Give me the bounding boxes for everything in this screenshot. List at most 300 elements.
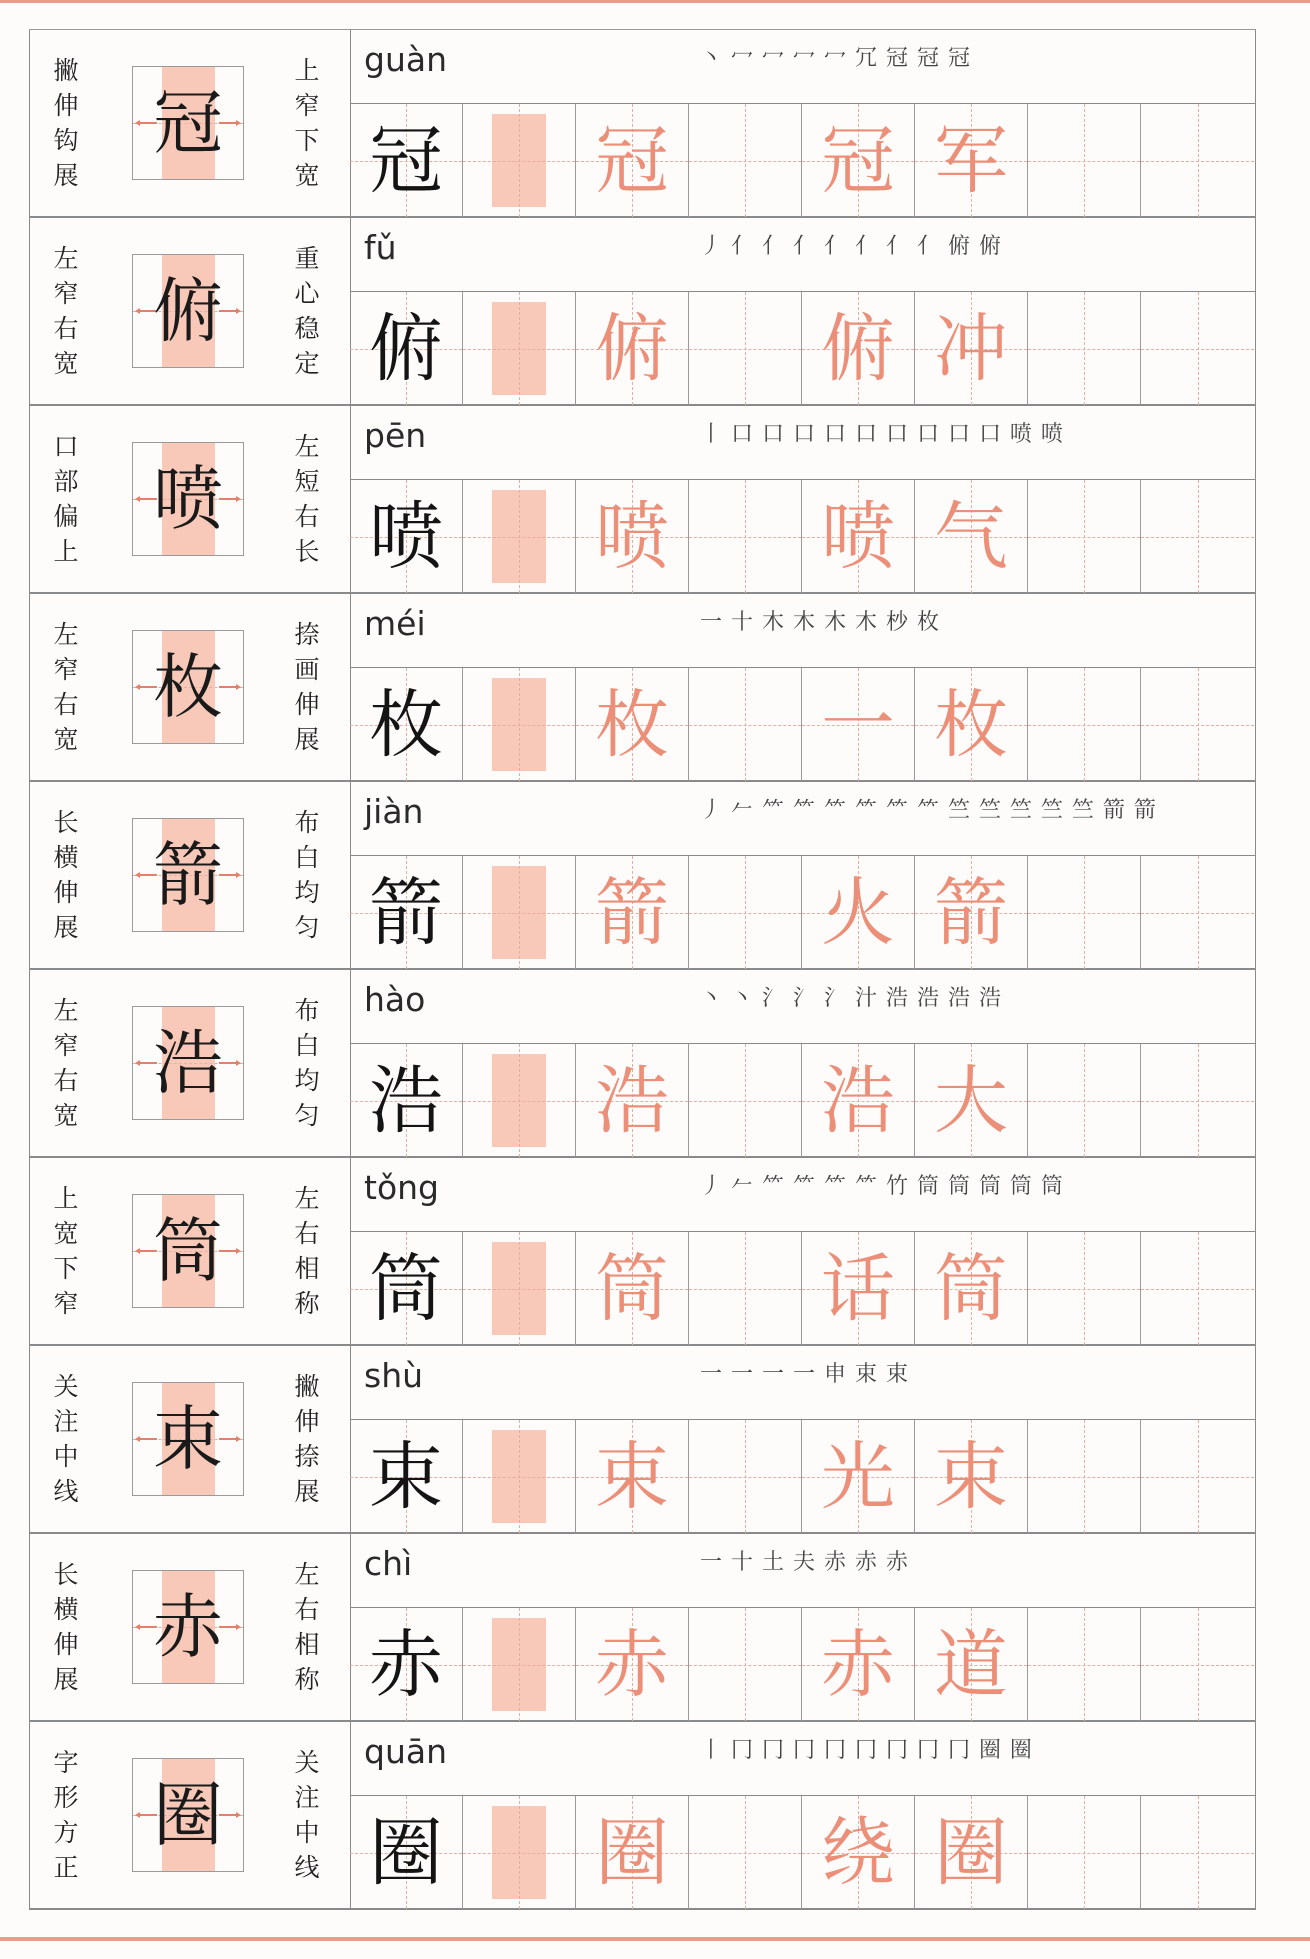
writing-cell-word-2[interactable] bbox=[915, 1232, 1028, 1345]
writing-grid bbox=[350, 1607, 1256, 1721]
tip-char: 注 bbox=[294, 1783, 320, 1812]
tip-char: 定 bbox=[294, 349, 320, 378]
writing-cell-example[interactable] bbox=[350, 292, 463, 405]
word-character-1: 喷 bbox=[821, 493, 895, 580]
model-character-box bbox=[132, 1382, 244, 1496]
word-character-1: 火 bbox=[821, 869, 895, 956]
character-row bbox=[29, 1158, 1256, 1346]
tip-char: 匀 bbox=[294, 1101, 320, 1130]
writing-cell-trace[interactable] bbox=[576, 1608, 689, 1721]
stroke-order: 一 十 土 夫 赤 赤 赤 bbox=[700, 1550, 909, 1575]
structure-tip-left bbox=[49, 424, 83, 574]
writing-grid bbox=[350, 1795, 1256, 1909]
writing-cell-word-2[interactable] bbox=[915, 1796, 1028, 1909]
example-character: 枚 bbox=[369, 681, 443, 768]
structure-tip-left bbox=[49, 236, 83, 386]
writing-cell-blank[interactable] bbox=[1141, 104, 1254, 217]
model-character-box bbox=[132, 1006, 244, 1120]
model-character-box bbox=[132, 254, 244, 368]
writing-cell-blank[interactable] bbox=[689, 856, 802, 969]
pinyin-label: quān bbox=[364, 1732, 447, 1771]
character-guide-panel bbox=[30, 970, 351, 1156]
writing-cell-blank[interactable] bbox=[1141, 480, 1254, 593]
model-character: 冠 bbox=[153, 82, 223, 164]
trace-character: 赤 bbox=[595, 1621, 669, 1708]
word-character-2: 箭 bbox=[934, 869, 1008, 956]
structure-tip-right bbox=[290, 988, 324, 1138]
tip-char: 重 bbox=[294, 244, 320, 273]
writing-cell-example[interactable] bbox=[350, 1044, 463, 1157]
writing-cell-blank[interactable] bbox=[689, 104, 802, 217]
tip-char: 左 bbox=[294, 1184, 320, 1213]
tip-char: 左 bbox=[53, 996, 79, 1025]
writing-cell-blank[interactable] bbox=[689, 1044, 802, 1157]
writing-cell-center-guide[interactable] bbox=[463, 292, 576, 405]
tip-char: 窄 bbox=[294, 91, 320, 120]
practice-panel bbox=[350, 782, 1255, 968]
tip-char: 注 bbox=[53, 1407, 79, 1436]
example-character: 喷 bbox=[369, 493, 443, 580]
writing-cell-blank[interactable] bbox=[1141, 668, 1254, 781]
tip-char: 展 bbox=[53, 1665, 79, 1694]
pinyin-label: hào bbox=[364, 980, 426, 1019]
tip-char: 窄 bbox=[53, 1031, 79, 1060]
character-guide-panel bbox=[30, 594, 351, 780]
tip-char: 上 bbox=[53, 537, 79, 566]
model-character: 圈 bbox=[153, 1774, 223, 1856]
character-guide-panel bbox=[30, 782, 351, 968]
writing-cell-word-2[interactable] bbox=[915, 480, 1028, 593]
writing-cell-word-2[interactable] bbox=[915, 1044, 1028, 1157]
tip-char: 上 bbox=[294, 56, 320, 85]
tip-char: 左 bbox=[294, 1560, 320, 1589]
word-character-2: 大 bbox=[934, 1057, 1008, 1144]
word-character-1: 赤 bbox=[821, 1621, 895, 1708]
tip-char: 横 bbox=[53, 843, 79, 872]
writing-cell-blank[interactable] bbox=[1028, 480, 1141, 593]
word-character-2: 筒 bbox=[934, 1245, 1008, 1332]
trace-character: 俯 bbox=[595, 305, 669, 392]
writing-cell-blank[interactable] bbox=[1141, 1044, 1254, 1157]
tip-char: 右 bbox=[294, 1595, 320, 1624]
practice-panel bbox=[350, 1534, 1255, 1720]
character-row bbox=[29, 30, 1256, 218]
tip-char: 正 bbox=[53, 1853, 79, 1882]
writing-cell-example[interactable] bbox=[350, 856, 463, 969]
word-character-2: 气 bbox=[934, 493, 1008, 580]
tip-char: 左 bbox=[53, 244, 79, 273]
writing-cell-example[interactable] bbox=[350, 1796, 463, 1909]
practice-panel bbox=[350, 970, 1255, 1156]
stroke-order: 丿 亻 亻 亻 亻 亻 亻 亻 俯 俯 bbox=[700, 234, 1002, 259]
trace-character: 筒 bbox=[595, 1245, 669, 1332]
writing-cell-trace[interactable] bbox=[576, 104, 689, 217]
writing-cell-blank[interactable] bbox=[1028, 1608, 1141, 1721]
pinyin-label: tǒng bbox=[364, 1168, 439, 1207]
stroke-order: 一 十 木 木 木 木 杪 枚 bbox=[700, 610, 940, 635]
writing-cell-trace[interactable] bbox=[576, 668, 689, 781]
writing-grid bbox=[350, 1043, 1256, 1157]
tip-char: 展 bbox=[53, 161, 79, 190]
example-character: 赤 bbox=[369, 1621, 443, 1708]
model-character-box bbox=[132, 442, 244, 556]
writing-cell-example[interactable] bbox=[350, 1608, 463, 1721]
writing-cell-word-1[interactable] bbox=[802, 1796, 915, 1909]
writing-grid bbox=[350, 1419, 1256, 1533]
tip-char: 伸 bbox=[53, 1630, 79, 1659]
tip-char: 称 bbox=[294, 1289, 320, 1318]
writing-cell-word-1[interactable] bbox=[802, 1044, 915, 1157]
trace-character: 枚 bbox=[595, 681, 669, 768]
tip-char: 横 bbox=[53, 1595, 79, 1624]
writing-cell-center-guide[interactable] bbox=[463, 1796, 576, 1909]
writing-grid bbox=[350, 1231, 1256, 1345]
tip-char: 捺 bbox=[294, 620, 320, 649]
tip-char: 窄 bbox=[53, 1289, 79, 1318]
tip-char: 中 bbox=[53, 1442, 79, 1471]
writing-cell-word-2[interactable] bbox=[915, 856, 1028, 969]
structure-tip-right bbox=[290, 1176, 324, 1326]
writing-cell-blank[interactable] bbox=[1028, 104, 1141, 217]
word-character-1: 光 bbox=[821, 1433, 895, 1520]
pinyin-label: pēn bbox=[364, 416, 427, 455]
example-character: 浩 bbox=[369, 1057, 443, 1144]
tip-char: 部 bbox=[53, 467, 79, 496]
practice-panel bbox=[350, 30, 1255, 216]
character-row bbox=[29, 1346, 1256, 1534]
tip-char: 窄 bbox=[53, 279, 79, 308]
word-character-1: 浩 bbox=[821, 1057, 895, 1144]
word-character-1: 俯 bbox=[821, 305, 895, 392]
tip-char: 字 bbox=[53, 1748, 79, 1777]
stroke-order: 丶 丶 氵 氵 氵 汁 浩 浩 浩 浩 bbox=[700, 986, 1002, 1011]
character-guide-panel bbox=[30, 30, 351, 216]
tip-char: 右 bbox=[294, 502, 320, 531]
model-character-box bbox=[132, 818, 244, 932]
stroke-order: 丨 冂 冂 冂 冂 冂 冂 冂 冂 圈 圈 bbox=[700, 1738, 1033, 1763]
writing-cell-blank[interactable] bbox=[689, 668, 802, 781]
example-character: 圈 bbox=[369, 1809, 443, 1896]
tip-char: 左 bbox=[53, 620, 79, 649]
writing-cell-trace[interactable] bbox=[576, 292, 689, 405]
word-character-2: 束 bbox=[934, 1433, 1008, 1520]
tip-char: 稳 bbox=[294, 314, 320, 343]
tip-char: 窄 bbox=[53, 655, 79, 684]
model-character: 喷 bbox=[153, 458, 223, 540]
tip-char: 下 bbox=[53, 1254, 79, 1283]
tip-char: 画 bbox=[294, 655, 320, 684]
example-character: 冠 bbox=[369, 117, 443, 204]
structure-tip-left bbox=[49, 988, 83, 1138]
tip-char: 伸 bbox=[294, 690, 320, 719]
pinyin-label: jiàn bbox=[364, 792, 424, 831]
structure-tip-right bbox=[290, 48, 324, 198]
word-character-2: 道 bbox=[934, 1621, 1008, 1708]
tip-char: 短 bbox=[294, 467, 320, 496]
character-guide-panel bbox=[30, 1722, 351, 1908]
writing-cell-word-1[interactable] bbox=[802, 668, 915, 781]
tip-char: 下 bbox=[294, 126, 320, 155]
writing-cell-center-guide[interactable] bbox=[463, 1608, 576, 1721]
stroke-order: 一 一 一 一 申 束 束 bbox=[700, 1362, 909, 1387]
character-row bbox=[29, 594, 1256, 782]
writing-cell-blank[interactable] bbox=[689, 480, 802, 593]
tip-char: 长 bbox=[53, 808, 79, 837]
writing-cell-blank[interactable] bbox=[689, 1796, 802, 1909]
writing-cell-blank[interactable] bbox=[1028, 1044, 1141, 1157]
tip-char: 宽 bbox=[53, 1219, 79, 1248]
model-character: 枚 bbox=[153, 646, 223, 728]
pinyin-label: méi bbox=[364, 604, 426, 643]
writing-cell-blank[interactable] bbox=[1028, 1420, 1141, 1533]
structure-tip-left bbox=[49, 1364, 83, 1514]
tip-char: 均 bbox=[294, 878, 320, 907]
writing-cell-blank[interactable] bbox=[1028, 1796, 1141, 1909]
tip-char: 宽 bbox=[294, 161, 320, 190]
character-guide-panel bbox=[30, 1158, 351, 1344]
practice-panel bbox=[350, 1346, 1255, 1532]
example-character: 俯 bbox=[369, 305, 443, 392]
writing-grid bbox=[350, 103, 1256, 217]
writing-cell-example[interactable] bbox=[350, 104, 463, 217]
tip-char: 上 bbox=[53, 1184, 79, 1213]
writing-cell-word-1[interactable] bbox=[802, 1232, 915, 1345]
tip-char: 相 bbox=[294, 1630, 320, 1659]
tip-char: 线 bbox=[53, 1477, 79, 1506]
writing-cell-blank[interactable] bbox=[1141, 856, 1254, 969]
writing-cell-center-guide[interactable] bbox=[463, 668, 576, 781]
structure-tip-right bbox=[290, 236, 324, 386]
structure-tip-left bbox=[49, 800, 83, 950]
writing-cell-word-2[interactable] bbox=[915, 1608, 1028, 1721]
character-row bbox=[29, 1534, 1256, 1722]
practice-sheet bbox=[29, 29, 1256, 1910]
character-row bbox=[29, 1722, 1256, 1910]
writing-cell-blank[interactable] bbox=[1028, 856, 1141, 969]
model-character: 俯 bbox=[153, 270, 223, 352]
character-row bbox=[29, 218, 1256, 406]
character-guide-panel bbox=[30, 406, 351, 592]
practice-panel bbox=[350, 1158, 1255, 1344]
tip-char: 展 bbox=[294, 725, 320, 754]
writing-cell-blank[interactable] bbox=[1028, 292, 1141, 405]
writing-grid bbox=[350, 479, 1256, 593]
writing-cell-blank[interactable] bbox=[1141, 1796, 1254, 1909]
tip-char: 均 bbox=[294, 1066, 320, 1095]
tip-char: 心 bbox=[294, 279, 320, 308]
tip-char: 中 bbox=[294, 1818, 320, 1847]
trace-character: 箭 bbox=[595, 869, 669, 956]
tip-char: 左 bbox=[294, 432, 320, 461]
writing-grid bbox=[350, 855, 1256, 969]
model-character: 束 bbox=[153, 1398, 223, 1480]
tip-char: 伸 bbox=[294, 1407, 320, 1436]
character-row bbox=[29, 782, 1256, 970]
tip-char: 伸 bbox=[53, 878, 79, 907]
tip-char: 线 bbox=[294, 1853, 320, 1882]
writing-grid bbox=[350, 667, 1256, 781]
tip-char: 宽 bbox=[53, 1101, 79, 1130]
writing-cell-trace[interactable] bbox=[576, 480, 689, 593]
character-guide-panel bbox=[30, 1346, 351, 1532]
pinyin-label: shù bbox=[364, 1356, 424, 1395]
writing-cell-blank[interactable] bbox=[689, 1420, 802, 1533]
structure-tip-left bbox=[49, 1740, 83, 1890]
writing-cell-word-1[interactable] bbox=[802, 856, 915, 969]
writing-cell-blank[interactable] bbox=[689, 1608, 802, 1721]
writing-cell-word-2[interactable] bbox=[915, 668, 1028, 781]
writing-cell-center-guide[interactable] bbox=[463, 856, 576, 969]
character-guide-panel bbox=[30, 1534, 351, 1720]
bottom-edge-line bbox=[0, 1937, 1310, 1941]
tip-char: 布 bbox=[294, 808, 320, 837]
writing-cell-trace[interactable] bbox=[576, 1044, 689, 1157]
word-character-2: 圈 bbox=[934, 1809, 1008, 1896]
tip-char: 匀 bbox=[294, 913, 320, 942]
writing-cell-blank[interactable] bbox=[1141, 1232, 1254, 1345]
writing-cell-center-guide[interactable] bbox=[463, 1232, 576, 1345]
pinyin-label: guàn bbox=[364, 40, 447, 79]
word-character-1: 冠 bbox=[821, 117, 895, 204]
word-character-1: 绕 bbox=[821, 1809, 895, 1896]
tip-char: 右 bbox=[53, 690, 79, 719]
writing-cell-word-2[interactable] bbox=[915, 104, 1028, 217]
stroke-order: 丿 𠂉 ⺮ ⺮ ⺮ ⺮ ⺮ ⺮ 竺 竺 竺 竺 竺 箭 箭 bbox=[700, 798, 1157, 823]
writing-cell-word-1[interactable] bbox=[802, 104, 915, 217]
tip-char: 撇 bbox=[53, 56, 79, 85]
tip-char: 长 bbox=[53, 1560, 79, 1589]
writing-cell-trace[interactable] bbox=[576, 1796, 689, 1909]
model-character: 浩 bbox=[153, 1022, 223, 1104]
trace-character: 束 bbox=[595, 1433, 669, 1520]
trace-character: 浩 bbox=[595, 1057, 669, 1144]
structure-tip-right bbox=[290, 424, 324, 574]
word-character-2: 枚 bbox=[934, 681, 1008, 768]
tip-char: 关 bbox=[53, 1372, 79, 1401]
writing-cell-blank[interactable] bbox=[689, 1232, 802, 1345]
word-character-1: 一 bbox=[821, 681, 895, 768]
model-character-box bbox=[132, 630, 244, 744]
writing-cell-blank[interactable] bbox=[1028, 668, 1141, 781]
practice-panel bbox=[350, 1722, 1255, 1908]
practice-panel bbox=[350, 406, 1255, 592]
structure-tip-left bbox=[49, 1176, 83, 1326]
writing-cell-example[interactable] bbox=[350, 1232, 463, 1345]
example-character: 束 bbox=[369, 1433, 443, 1520]
structure-tip-right bbox=[290, 612, 324, 762]
structure-tip-left bbox=[49, 48, 83, 198]
model-character: 筒 bbox=[153, 1210, 223, 1292]
writing-cell-word-1[interactable] bbox=[802, 1420, 915, 1533]
writing-cell-trace[interactable] bbox=[576, 1420, 689, 1533]
practice-rows bbox=[29, 30, 1256, 1910]
tip-char: 关 bbox=[294, 1748, 320, 1777]
pinyin-label: chì bbox=[364, 1544, 413, 1583]
structure-tip-right bbox=[290, 1364, 324, 1514]
writing-cell-center-guide[interactable] bbox=[463, 1044, 576, 1157]
tip-char: 撇 bbox=[294, 1372, 320, 1401]
top-edge-line bbox=[0, 0, 1310, 3]
tip-char: 右 bbox=[294, 1219, 320, 1248]
tip-char: 展 bbox=[294, 1477, 320, 1506]
tip-char: 偏 bbox=[53, 502, 79, 531]
model-character-box bbox=[132, 1758, 244, 1872]
writing-cell-word-2[interactable] bbox=[915, 1420, 1028, 1533]
stroke-order: 丨 口 口 口 口 口 口 口 口 口 喷 喷 bbox=[700, 422, 1064, 447]
stroke-order: 丶 冖 冖 冖 冖 冗 冠 冠 冠 bbox=[700, 46, 971, 71]
model-character-box bbox=[132, 66, 244, 180]
writing-cell-word-1[interactable] bbox=[802, 292, 915, 405]
writing-cell-center-guide[interactable] bbox=[463, 480, 576, 593]
model-character-box bbox=[132, 1570, 244, 1684]
structure-tip-right bbox=[290, 1740, 324, 1890]
writing-cell-center-guide[interactable] bbox=[463, 104, 576, 217]
character-row bbox=[29, 406, 1256, 594]
trace-character: 喷 bbox=[595, 493, 669, 580]
word-character-2: 军 bbox=[934, 117, 1008, 204]
writing-cell-example[interactable] bbox=[350, 668, 463, 781]
writing-cell-example[interactable] bbox=[350, 1420, 463, 1533]
tip-char: 捺 bbox=[294, 1442, 320, 1471]
writing-cell-blank[interactable] bbox=[1141, 1608, 1254, 1721]
example-character: 箭 bbox=[369, 869, 443, 956]
tip-char: 伸 bbox=[53, 91, 79, 120]
tip-char: 宽 bbox=[53, 725, 79, 754]
writing-cell-example[interactable] bbox=[350, 480, 463, 593]
word-character-1: 话 bbox=[821, 1245, 895, 1332]
structure-tip-right bbox=[290, 800, 324, 950]
stroke-order: 丿 𠂉 ⺮ ⺮ ⺮ ⺮ 竹 筒 筒 筒 筒 筒 bbox=[700, 1174, 1064, 1199]
structure-tip-right bbox=[290, 1552, 324, 1702]
structure-tip-left bbox=[49, 612, 83, 762]
tip-char: 形 bbox=[53, 1783, 79, 1812]
structure-tip-left bbox=[49, 1552, 83, 1702]
tip-char: 口 bbox=[53, 432, 79, 461]
tip-char: 展 bbox=[53, 913, 79, 942]
tip-char: 方 bbox=[53, 1818, 79, 1847]
trace-character: 冠 bbox=[595, 117, 669, 204]
tip-char: 右 bbox=[53, 1066, 79, 1095]
writing-cell-trace[interactable] bbox=[576, 1232, 689, 1345]
writing-cell-word-1[interactable] bbox=[802, 480, 915, 593]
writing-cell-word-1[interactable] bbox=[802, 1608, 915, 1721]
example-character: 筒 bbox=[369, 1245, 443, 1332]
practice-panel bbox=[350, 218, 1255, 404]
word-character-2: 冲 bbox=[934, 305, 1008, 392]
writing-cell-blank[interactable] bbox=[1141, 1420, 1254, 1533]
writing-cell-blank[interactable] bbox=[1028, 1232, 1141, 1345]
writing-cell-word-2[interactable] bbox=[915, 292, 1028, 405]
tip-char: 布 bbox=[294, 996, 320, 1025]
writing-cell-center-guide[interactable] bbox=[463, 1420, 576, 1533]
tip-char: 相 bbox=[294, 1254, 320, 1283]
writing-cell-blank[interactable] bbox=[689, 292, 802, 405]
trace-character: 圈 bbox=[595, 1809, 669, 1896]
practice-panel bbox=[350, 594, 1255, 780]
tip-char: 白 bbox=[294, 843, 320, 872]
tip-char: 钩 bbox=[53, 126, 79, 155]
tip-char: 长 bbox=[294, 537, 320, 566]
writing-cell-trace[interactable] bbox=[576, 856, 689, 969]
tip-char: 宽 bbox=[53, 349, 79, 378]
writing-grid bbox=[350, 291, 1256, 405]
tip-char: 右 bbox=[53, 314, 79, 343]
character-guide-panel bbox=[30, 218, 351, 404]
writing-cell-blank[interactable] bbox=[1141, 292, 1254, 405]
pinyin-label: fǔ bbox=[364, 228, 397, 267]
model-character: 箭 bbox=[153, 834, 223, 916]
tip-char: 称 bbox=[294, 1665, 320, 1694]
